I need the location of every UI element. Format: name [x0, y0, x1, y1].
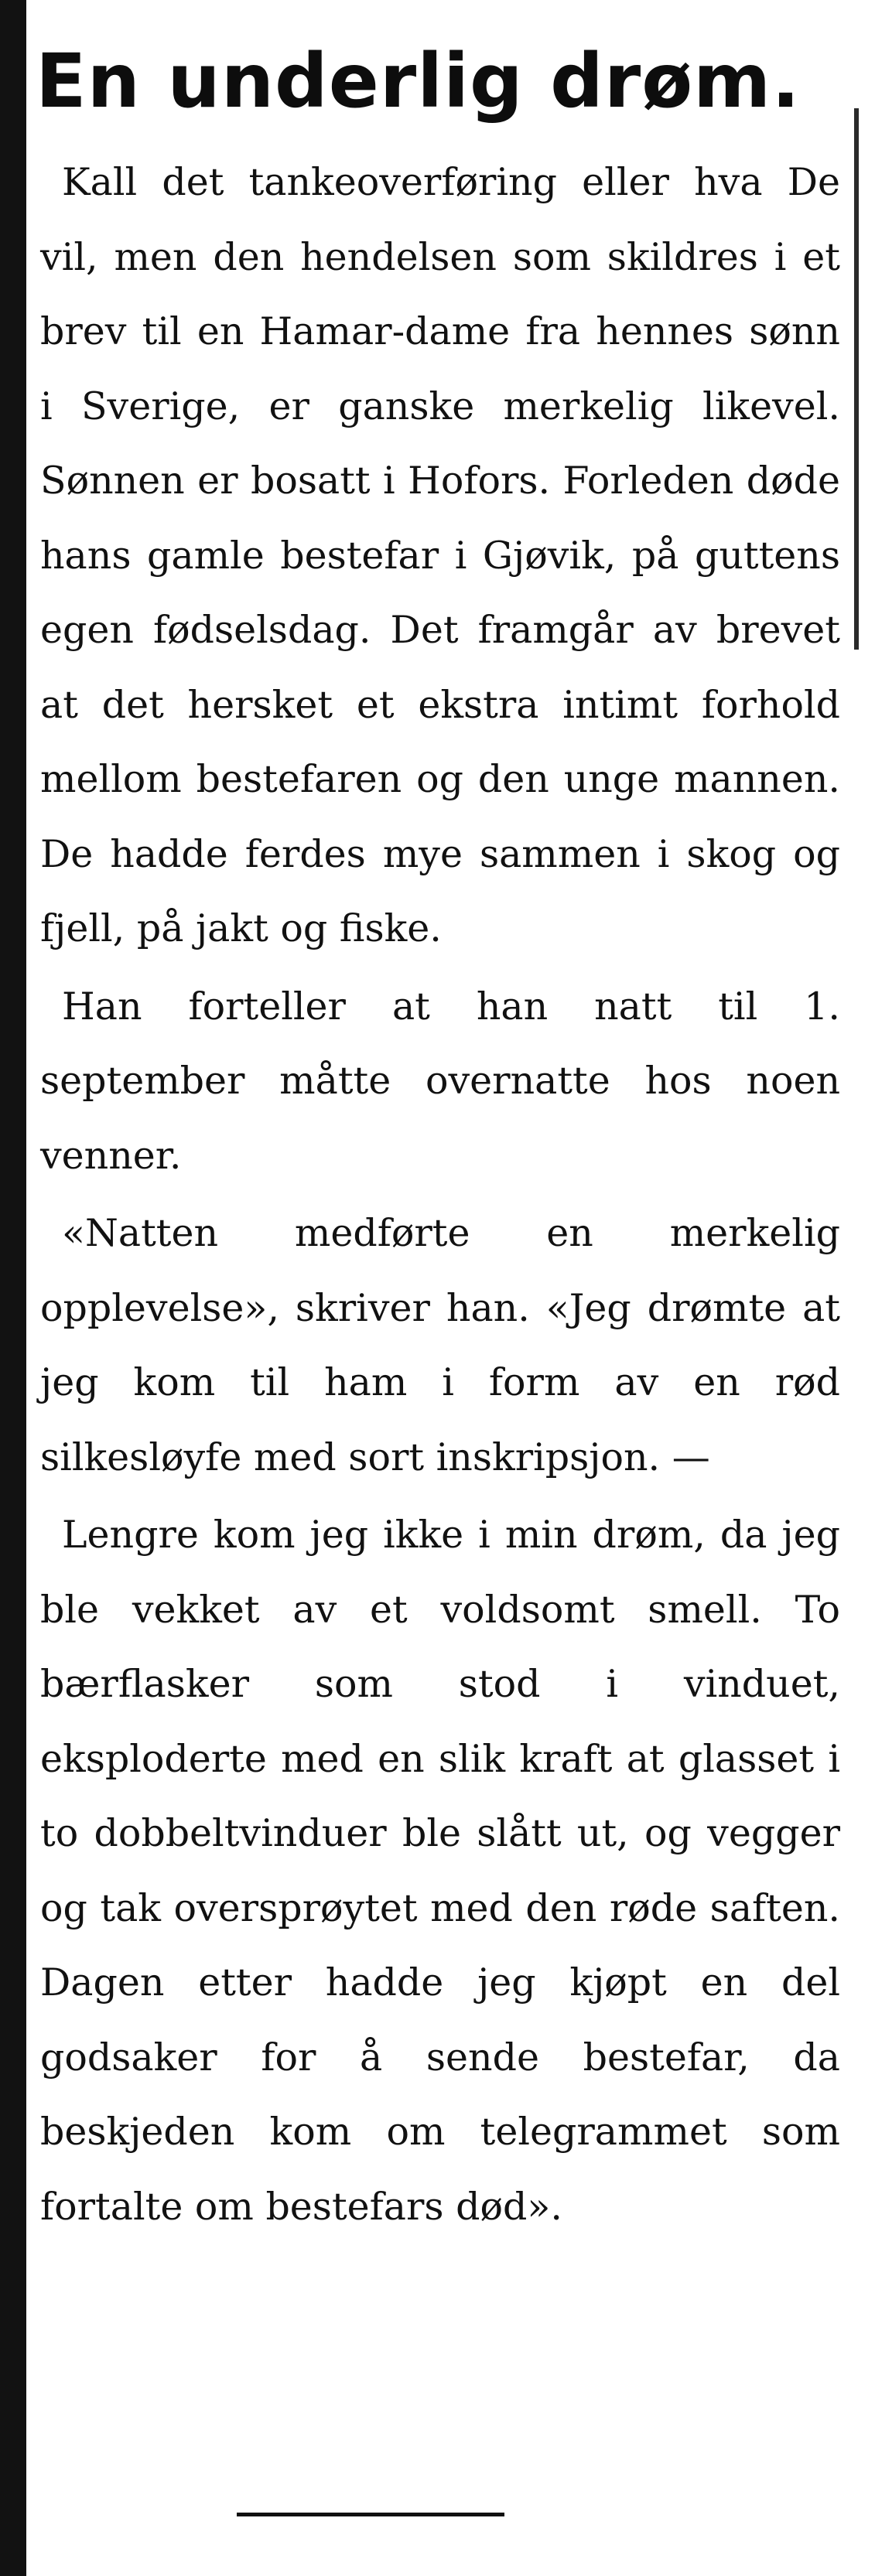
paragraph-explosion: Lengre kom jeg ikke i min drøm, da jeg ble vekket av et voldsomt smell. To bærflasker som stod i vinduet, eksploderte med en slik kraft at glasset i to dobbeltvinduer ble slått ut, og vegger og tak oversprøytet med den røde saften. Dagen etter hadde jeg kjøpt en del godsaker for å sende bestefar, da beskjeden kom om telegrammet som fortalte om bestefars død». [40, 1513, 840, 2229]
paragraph-intro: Kall det tankeoverføring eller hva De vil, men den hendelsen som skildres i et brev til en Hamar-dame fra hennes sønn i Sverige, er ganske merkelig likevel. Sønnen er bosatt i Hofors. Forleden døde hans gamle bestefar i Gjøvik, på guttens egen fødselsdag. Det framgår av brevet at det hersket et ekstra intimt forhold mellom bestefaren og den unge mannen. De hadde ferdes mye sammen i skog og fjell, på jakt og fiske. [40, 160, 840, 950]
scan-edge-right [854, 108, 859, 650]
end-rule [237, 2513, 504, 2516]
paragraph-overnight: Han forteller at han natt til 1. september måtte overnatte hos noen venner. [40, 984, 840, 1178]
article-body [40, 145, 840, 2244]
paragraph-dream: «Natten medførte en merkelig opplevelse», skriver han. «Jeg drømte at jeg kom til ham i form av en rød silkesløyfe med sort inskripsjon. — [40, 1211, 840, 1479]
article-title: En underlig drøm. [36, 38, 801, 125]
scan-edge-left [0, 0, 26, 2576]
